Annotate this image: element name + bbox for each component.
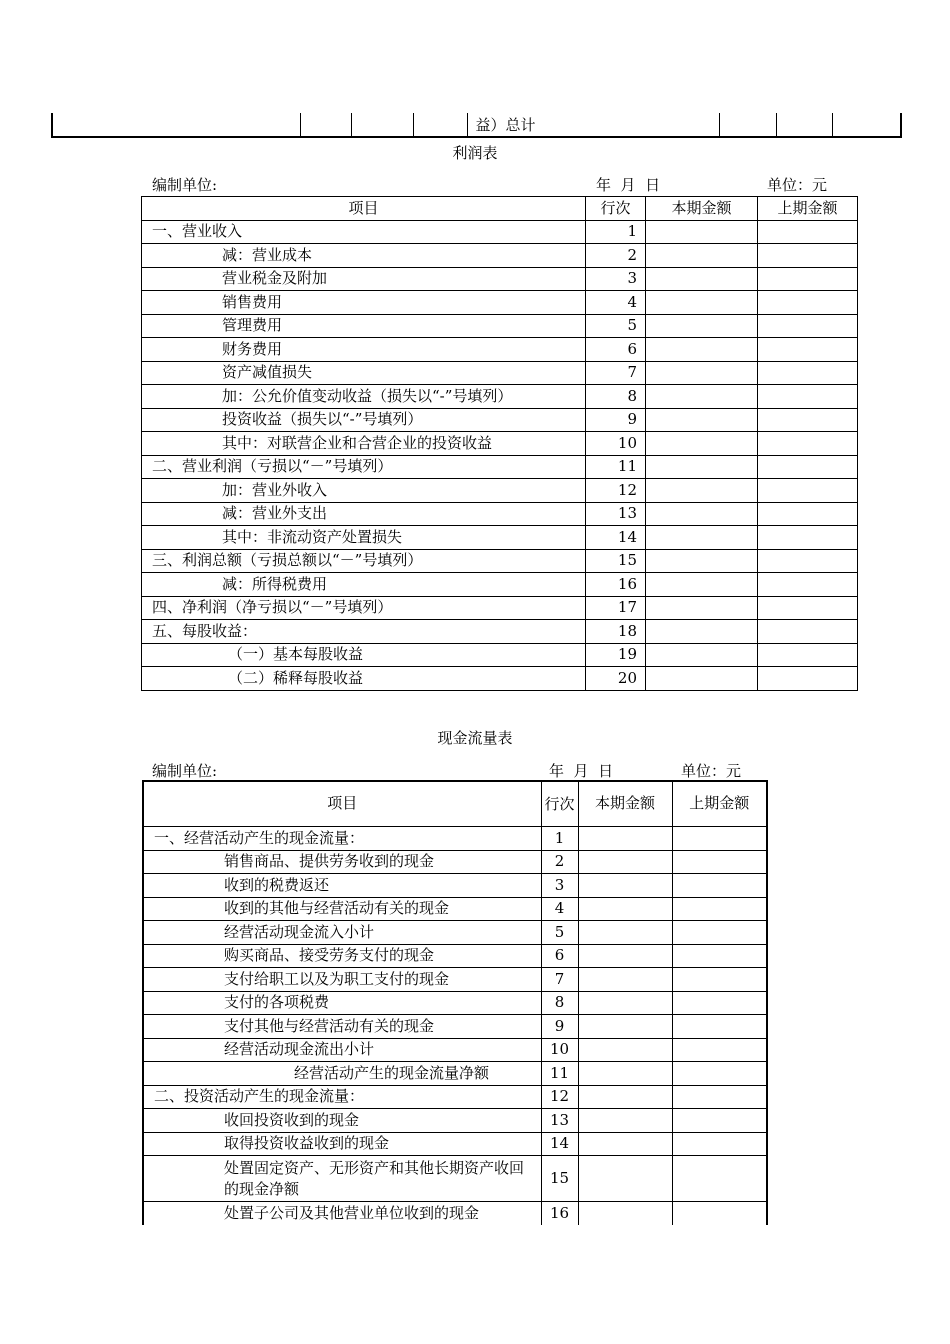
table-row xyxy=(143,1038,767,1062)
row-number: 16 xyxy=(541,1202,578,1225)
current-amount-cell[interactable] xyxy=(646,385,758,409)
row-item: 减：营业外支出 xyxy=(142,502,586,526)
row-item: 收到的税费返还 xyxy=(143,874,541,898)
current-amount-cell[interactable] xyxy=(578,968,672,992)
row-number: 2 xyxy=(541,850,578,874)
row-number: 1 xyxy=(541,827,578,851)
row-number: 20 xyxy=(586,667,646,691)
previous-amount-cell[interactable] xyxy=(758,385,858,409)
table-row xyxy=(142,432,858,456)
previous-amount-cell[interactable] xyxy=(758,408,858,432)
income-statement-table xyxy=(141,196,858,691)
current-amount-cell[interactable] xyxy=(646,479,758,503)
row-number: 10 xyxy=(541,1038,578,1062)
table-row xyxy=(143,897,767,921)
current-amount-cell[interactable] xyxy=(578,944,672,968)
table-row xyxy=(142,314,858,338)
row-item: 二、营业利润（亏损以“－”号填列） xyxy=(142,455,586,479)
row-item: 支付给职工以及为职工支付的现金 xyxy=(143,968,541,992)
current-amount-cell[interactable] xyxy=(578,1132,672,1156)
row-number: 4 xyxy=(586,291,646,315)
income-unit-label: 编制单位: xyxy=(152,176,218,194)
current-amount-cell[interactable] xyxy=(646,267,758,291)
previous-table-fragment xyxy=(51,113,902,138)
current-amount-cell[interactable] xyxy=(646,573,758,597)
header-previous: 上期金额 xyxy=(672,781,767,827)
row-item: 经营活动现金流入小计 xyxy=(143,921,541,945)
row-number: 1 xyxy=(586,220,646,244)
previous-amount-cell[interactable] xyxy=(758,455,858,479)
previous-amount-cell[interactable] xyxy=(758,361,858,385)
table-header-row xyxy=(143,781,767,827)
current-amount-cell[interactable] xyxy=(578,921,672,945)
row-item: 四、净利润（净亏损以“－”号填列） xyxy=(142,596,586,620)
table-row xyxy=(142,667,858,691)
previous-amount-cell[interactable] xyxy=(672,827,767,851)
table-row xyxy=(143,991,767,1015)
previous-amount-cell[interactable] xyxy=(758,267,858,291)
row-number: 10 xyxy=(586,432,646,456)
income-currency-label: 单位：元 xyxy=(767,176,828,194)
row-number: 18 xyxy=(586,620,646,644)
current-amount-cell[interactable] xyxy=(578,1038,672,1062)
current-amount-cell[interactable] xyxy=(578,850,672,874)
header-previous: 上期金额 xyxy=(758,197,858,221)
row-item: 二、投资活动产生的现金流量： xyxy=(143,1085,541,1109)
table-row xyxy=(143,1085,767,1109)
previous-amount-cell[interactable] xyxy=(672,921,767,945)
previous-amount-cell[interactable] xyxy=(758,291,858,315)
row-item: 支付其他与经营活动有关的现金 xyxy=(143,1015,541,1039)
current-amount-cell[interactable] xyxy=(646,643,758,667)
previous-amount-cell[interactable] xyxy=(758,643,858,667)
table-header-row xyxy=(142,197,858,221)
row-number: 7 xyxy=(586,361,646,385)
current-amount-cell[interactable] xyxy=(646,220,758,244)
row-item: （一）基本每股收益 xyxy=(142,643,586,667)
previous-amount-cell[interactable] xyxy=(672,944,767,968)
row-item: 减：所得税费用 xyxy=(142,573,586,597)
cashflow-unit-label: 编制单位: xyxy=(152,762,218,780)
previous-amount-cell[interactable] xyxy=(758,244,858,268)
row-number: 16 xyxy=(586,573,646,597)
table-row xyxy=(143,968,767,992)
current-amount-cell[interactable] xyxy=(646,291,758,315)
current-amount-cell[interactable] xyxy=(646,361,758,385)
header-row-no: 行次 xyxy=(586,197,646,221)
table-row xyxy=(142,502,858,526)
previous-amount-cell[interactable] xyxy=(758,432,858,456)
previous-amount-cell[interactable] xyxy=(758,667,858,691)
row-item: 管理费用 xyxy=(142,314,586,338)
current-amount-cell[interactable] xyxy=(646,408,758,432)
row-number: 19 xyxy=(586,643,646,667)
income-date-label: 年 月 日 xyxy=(596,176,661,194)
row-number: 11 xyxy=(541,1062,578,1086)
prev-cell xyxy=(719,113,776,137)
table-row xyxy=(142,596,858,620)
previous-amount-cell[interactable] xyxy=(672,1062,767,1086)
row-number: 5 xyxy=(541,921,578,945)
row-item: 支付的各项税费 xyxy=(143,991,541,1015)
row-item: 一、营业收入 xyxy=(142,220,586,244)
header-item: 项目 xyxy=(142,197,586,221)
prev-cell xyxy=(776,113,832,137)
previous-amount-cell[interactable] xyxy=(672,1015,767,1039)
income-title: 利润表 xyxy=(452,144,498,162)
row-number: 9 xyxy=(541,1015,578,1039)
row-number: 12 xyxy=(586,479,646,503)
current-amount-cell[interactable] xyxy=(646,432,758,456)
current-amount-cell[interactable] xyxy=(578,1109,672,1133)
row-item: 处置子公司及其他营业单位收到的现金 xyxy=(143,1202,541,1225)
previous-amount-cell[interactable] xyxy=(672,1085,767,1109)
prev-cell xyxy=(300,113,351,137)
table-row xyxy=(143,1132,767,1156)
current-amount-cell[interactable] xyxy=(646,620,758,644)
previous-amount-cell[interactable] xyxy=(672,1132,767,1156)
table-row xyxy=(142,479,858,503)
table-row xyxy=(143,1015,767,1039)
table-row xyxy=(142,620,858,644)
header-item: 项目 xyxy=(143,781,541,827)
current-amount-cell[interactable] xyxy=(646,244,758,268)
row-number: 6 xyxy=(541,944,578,968)
table-row xyxy=(142,291,858,315)
current-amount-cell[interactable] xyxy=(578,1015,672,1039)
previous-amount-cell[interactable] xyxy=(758,549,858,573)
current-amount-cell[interactable] xyxy=(646,338,758,362)
current-amount-cell[interactable] xyxy=(646,314,758,338)
row-number: 2 xyxy=(586,244,646,268)
table-row xyxy=(142,573,858,597)
header-current: 本期金额 xyxy=(578,781,672,827)
current-amount-cell[interactable] xyxy=(646,667,758,691)
table-row xyxy=(143,1202,767,1225)
previous-amount-cell[interactable] xyxy=(758,479,858,503)
previous-amount-cell[interactable] xyxy=(672,897,767,921)
cashflow-title: 现金流量表 xyxy=(437,729,513,747)
row-item: 销售费用 xyxy=(142,291,586,315)
table-row xyxy=(143,827,767,851)
row-number: 17 xyxy=(586,596,646,620)
cashflow-table xyxy=(142,780,768,1225)
header-current: 本期金额 xyxy=(646,197,758,221)
previous-amount-cell[interactable] xyxy=(758,338,858,362)
row-number: 13 xyxy=(541,1109,578,1133)
row-number: 9 xyxy=(586,408,646,432)
row-number: 12 xyxy=(541,1085,578,1109)
table-row xyxy=(142,408,858,432)
row-item: 营业税金及附加 xyxy=(142,267,586,291)
table-row xyxy=(142,549,858,573)
row-number: 5 xyxy=(586,314,646,338)
row-item: 加：公允价值变动收益（损失以“-”号填列） xyxy=(142,385,586,409)
previous-amount-cell[interactable] xyxy=(758,573,858,597)
row-item: 销售商品、提供劳务收到的现金 xyxy=(143,850,541,874)
prev-cell xyxy=(413,113,467,137)
cashflow-date-label: 年 月 日 xyxy=(549,762,614,780)
row-number: 4 xyxy=(541,897,578,921)
previous-amount-cell[interactable] xyxy=(672,850,767,874)
current-amount-cell[interactable] xyxy=(578,1062,672,1086)
cashflow-currency-label: 单位：元 xyxy=(681,762,742,780)
previous-amount-cell[interactable] xyxy=(758,526,858,550)
previous-amount-cell[interactable] xyxy=(672,1109,767,1133)
table-row xyxy=(143,874,767,898)
row-item: 经营活动现金流出小计 xyxy=(143,1038,541,1062)
table-row xyxy=(142,526,858,550)
row-number: 8 xyxy=(586,385,646,409)
previous-amount-cell[interactable] xyxy=(672,968,767,992)
table-row xyxy=(142,455,858,479)
previous-amount-cell[interactable] xyxy=(672,1156,767,1202)
current-amount-cell[interactable] xyxy=(578,827,672,851)
table-row xyxy=(143,850,767,874)
row-number: 3 xyxy=(586,267,646,291)
current-amount-cell[interactable] xyxy=(578,1085,672,1109)
row-number: 7 xyxy=(541,968,578,992)
current-amount-cell[interactable] xyxy=(578,897,672,921)
current-amount-cell[interactable] xyxy=(646,526,758,550)
row-item: 投资收益（损失以“-”号填列） xyxy=(142,408,586,432)
row-item: 处置固定资产、无形资产和其他长期资产收回的现金净额 xyxy=(143,1156,541,1202)
table-row xyxy=(142,220,858,244)
table-row xyxy=(142,643,858,667)
table-row xyxy=(142,338,858,362)
row-item: 财务费用 xyxy=(142,338,586,362)
row-number: 8 xyxy=(541,991,578,1015)
row-number: 15 xyxy=(586,549,646,573)
current-amount-cell[interactable] xyxy=(646,502,758,526)
row-item: 收回投资收到的现金 xyxy=(143,1109,541,1133)
table-row xyxy=(142,385,858,409)
previous-amount-cell[interactable] xyxy=(672,991,767,1015)
row-item: 其中：对联营企业和合营企业的投资收益 xyxy=(142,432,586,456)
header-row-no: 行次 xyxy=(541,781,578,827)
row-item: 其中：非流动资产处置损失 xyxy=(142,526,586,550)
row-number: 3 xyxy=(541,874,578,898)
row-item: 三、利润总额（亏损总额以“－”号填列） xyxy=(142,549,586,573)
row-item: 五、每股收益： xyxy=(142,620,586,644)
row-item: 购买商品、接受劳务支付的现金 xyxy=(143,944,541,968)
current-amount-cell[interactable] xyxy=(578,1202,672,1225)
current-amount-cell[interactable] xyxy=(646,549,758,573)
row-item: 一、经营活动产生的现金流量： xyxy=(143,827,541,851)
prev-cell xyxy=(351,113,413,137)
row-item: 资产减值损失 xyxy=(142,361,586,385)
table-row xyxy=(143,1156,767,1202)
current-amount-cell[interactable] xyxy=(646,455,758,479)
table-row xyxy=(143,921,767,945)
previous-amount-cell[interactable] xyxy=(672,874,767,898)
row-item: 经营活动产生的现金流量净额 xyxy=(143,1062,541,1086)
row-number: 11 xyxy=(586,455,646,479)
prev-cell xyxy=(832,113,901,137)
table-row xyxy=(143,1109,767,1133)
row-number: 15 xyxy=(541,1156,578,1202)
table-row xyxy=(142,267,858,291)
row-number: 14 xyxy=(541,1132,578,1156)
previous-amount-cell[interactable] xyxy=(758,502,858,526)
table-row xyxy=(142,244,858,268)
row-item: 收到的其他与经营活动有关的现金 xyxy=(143,897,541,921)
previous-amount-cell[interactable] xyxy=(758,620,858,644)
row-item: 取得投资收益收到的现金 xyxy=(143,1132,541,1156)
row-number: 6 xyxy=(586,338,646,362)
prev-fragment-text: 益）总计 xyxy=(467,113,719,137)
table-row xyxy=(143,944,767,968)
row-number: 13 xyxy=(586,502,646,526)
row-number: 14 xyxy=(586,526,646,550)
current-amount-cell[interactable] xyxy=(578,991,672,1015)
row-item: 加：营业外收入 xyxy=(142,479,586,503)
row-item: （二）稀释每股收益 xyxy=(142,667,586,691)
table-row xyxy=(143,1062,767,1086)
previous-amount-cell[interactable] xyxy=(758,314,858,338)
previous-amount-cell[interactable] xyxy=(672,1202,767,1225)
prev-cell xyxy=(52,113,300,137)
row-item: 减：营业成本 xyxy=(142,244,586,268)
previous-amount-cell[interactable] xyxy=(672,1038,767,1062)
current-amount-cell[interactable] xyxy=(578,1156,672,1202)
current-amount-cell[interactable] xyxy=(646,596,758,620)
previous-amount-cell[interactable] xyxy=(758,220,858,244)
previous-amount-cell[interactable] xyxy=(758,596,858,620)
table-row xyxy=(142,361,858,385)
current-amount-cell[interactable] xyxy=(578,874,672,898)
